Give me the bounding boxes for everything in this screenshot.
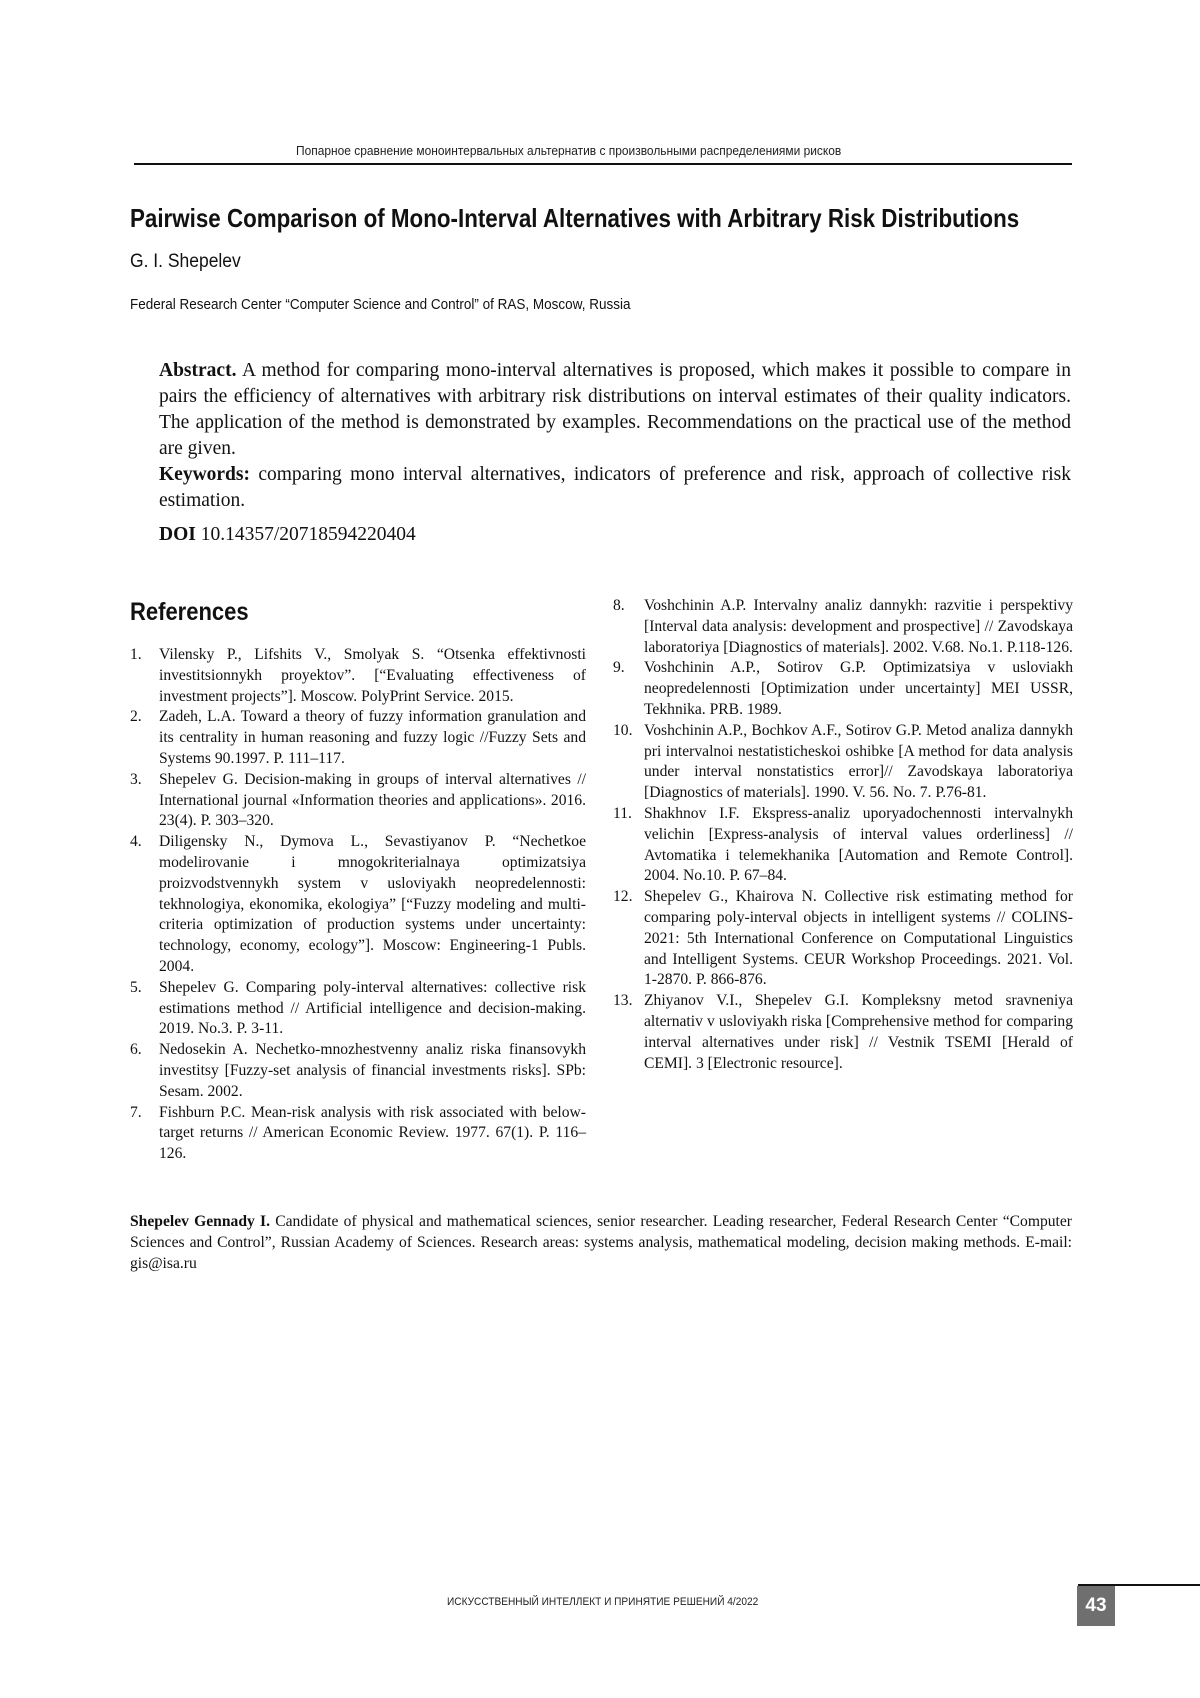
references-list-left	[130, 645, 586, 1165]
reference-number: 2.	[130, 708, 142, 726]
author-affiliation: Federal Research Center “Computer Science and Control” of RAS, Moscow, Russia	[130, 296, 631, 313]
reference-number: 13.	[613, 992, 633, 1010]
reference-text: Zhiyanov V.I., Shepelev G.I. Kompleksny metod sravneniya alternativ v usloviyakh riska [Comprehensive method for comparing interval alternatives under risk] // Vestnik TSEMI [Herald of CEMI]. 3 [Electronic resource].	[644, 992, 1073, 1072]
reference-number: 10.	[613, 721, 633, 739]
keywords-label: Keywords:	[159, 464, 250, 485]
reference-text: Voshchinin A.P. Intervalny analiz dannykh: razvitie i perspektivy [Interval data analysis: development and prospective] // Zavodskaya laboratoriya [Diagnostics of materials]. 2002. V.68. No.1. P.118-126.	[644, 597, 1073, 656]
reference-text: Diligensky N., Dymova L., Sevastiyanov P. “Nechetkoe modelirovanie i mnogokriterialnaya optimizatsiya proizvodstvennykh system v usloviyakh neopredelennosti: tekhnologiya, ekonomika, ekologiya” [“Fuzzy modeling and multi-criteria optimization of production systems under uncertainty: technology, economy, ecology”]. Moscow: Engineering-1 Publs. 2004.	[159, 833, 586, 975]
reference-text: Shepelev G. Decision-making in groups of interval alternatives // International journal «Information theories and applications». 2016. 23(4). P. 303–320.	[159, 770, 586, 830]
reference-item	[615, 658, 1073, 720]
keywords-paragraph	[159, 462, 1071, 514]
reference-item	[130, 978, 586, 1040]
abstract-section	[159, 358, 1071, 514]
reference-text: Vilensky P., Lifshits V., Smolyak S. “Otsenka effektivnosti investitsionnykh proyektov”. [“Evaluating effectiveness of investment projects”]. Moscow. PolyPrint Service. 2015.	[159, 646, 586, 705]
abstract-label: Abstract.	[159, 360, 237, 381]
reference-number: 4.	[130, 833, 142, 851]
reference-number: 11.	[613, 804, 632, 822]
reference-text: Nedosekin A. Nechetko-mnozhestvenny analiz riska finansovykh investitsy [Fuzzy-set analysis of financial investments risks]. SPb: Sesam. 2002.	[159, 1041, 586, 1100]
reference-number: 3.	[130, 770, 142, 788]
page-number: 43	[1077, 1586, 1115, 1626]
reference-item	[130, 707, 586, 769]
references-list-right	[615, 596, 1073, 1074]
reference-text: Shepelev G. Comparing poly-interval alternatives: collective risk estimations method // Artificial intelligence and decision-making. 2019. No.3. P. 3-11.	[159, 978, 586, 1038]
reference-item	[615, 991, 1073, 1074]
reference-item	[130, 1103, 586, 1165]
reference-item	[130, 645, 586, 707]
reference-number: 12.	[613, 888, 633, 906]
journal-footer: ИСКУССТВЕННЫЙ ИНТЕЛЛЕКТ И ПРИНЯТИЕ РЕШЕНИЙ 4/2022	[447, 1596, 759, 1608]
reference-number: 1.	[130, 646, 142, 663]
abstract-paragraph	[159, 358, 1071, 462]
references-heading: References	[130, 598, 249, 626]
reference-item	[615, 721, 1073, 804]
reference-text: Fishburn P.C. Mean-risk analysis with risk associated with below-target returns // American Economic Review. 1977. 67(1). P. 116–126.	[159, 1103, 586, 1163]
reference-item	[130, 1040, 586, 1102]
reference-text: Voshchinin A.P., Bochkov A.F., Sotirov G.P. Metod analiza dannykh pri intervalnoi nestatisticheskoi oshibke [A method for data analysis under interval nonstatistics error]// Zavodskaya laboratoriya [Diagnostics of materials]. 1990. V. 56. No. 7. P.76-81.	[644, 721, 1073, 802]
keywords-text: comparing mono interval alternatives, indicators of preference and risk, approach of collective risk estimation.	[159, 464, 1071, 511]
bio-name: Shepelev Gennady I.	[130, 1213, 270, 1230]
reference-number: 8.	[613, 597, 625, 614]
running-header: Попарное сравнение моноинтервальных альтернатив с произвольными распределениями рисков	[296, 143, 842, 158]
doi-label: DOI	[159, 524, 196, 545]
reference-item	[615, 596, 1073, 658]
abstract-text: A method for comparing mono-interval alternatives is proposed, which makes it possible to compare in pairs the efficiency of alternatives with arbitrary risk distributions on interval estimates of their quality indicators. The application of the method is demonstrated by examples. Recommendations on the practical use of the method are given.	[159, 360, 1071, 459]
reference-item	[615, 887, 1073, 991]
reference-text: Shakhnov I.F. Ekspress-analiz uporyadochennosti intervalnykh velichin [Express-analysis of interval values orderliness] // Avtomatika i telemekhanika [Automation and Remote Control]. 2004. No.10. P. 67–84.	[644, 804, 1073, 885]
reference-number: 7.	[130, 1103, 142, 1121]
reference-text: Zadeh, L.A. Toward a theory of fuzzy information granulation and its centrality in human reasoning and fuzzy logic //Fuzzy Sets and Systems 90.1997. P. 111–117.	[159, 708, 586, 767]
reference-text: Shepelev G., Khairova N. Collective risk estimating method for comparing poly-interval objects in intelligent systems // COLINS-2021: 5th International Conference on Computational Linguistics and Intelligent Systems. CEUR Workshop Proceedings. 2021. Vol. 1-2870. P. 866-876.	[644, 888, 1073, 989]
header-divider	[134, 163, 1072, 165]
reference-number: 5.	[130, 978, 142, 996]
reference-item	[615, 804, 1073, 887]
author-name: G. I. Shepelev	[130, 251, 241, 272]
reference-item	[130, 832, 586, 978]
reference-number: 6.	[130, 1041, 142, 1059]
reference-text: Voshchinin A.P., Sotirov G.P. Optimizatsiya v usloviakh neopredelennosti [Optimization under uncertainty] MEI USSR, Tekhnika. PRB. 1989.	[644, 659, 1073, 718]
reference-item	[130, 770, 586, 832]
reference-number: 9.	[613, 659, 625, 677]
bio-text: Candidate of physical and mathematical sciences, senior researcher. Leading researcher, Federal Research Center “Computer Sciences and Control”, Russian Academy of Sciences. Research areas: systems analysis, mathematical modeling, decision making methods. E-mail: gis@isa.ru	[130, 1213, 1072, 1272]
doi-line	[159, 524, 416, 546]
doi-value: 10.14357/20718594220404	[200, 524, 416, 545]
article-title: Pairwise Comparison of Mono-Interval Alternatives with Arbitrary Risk Distributions	[130, 203, 1020, 233]
author-bio	[130, 1211, 1072, 1274]
